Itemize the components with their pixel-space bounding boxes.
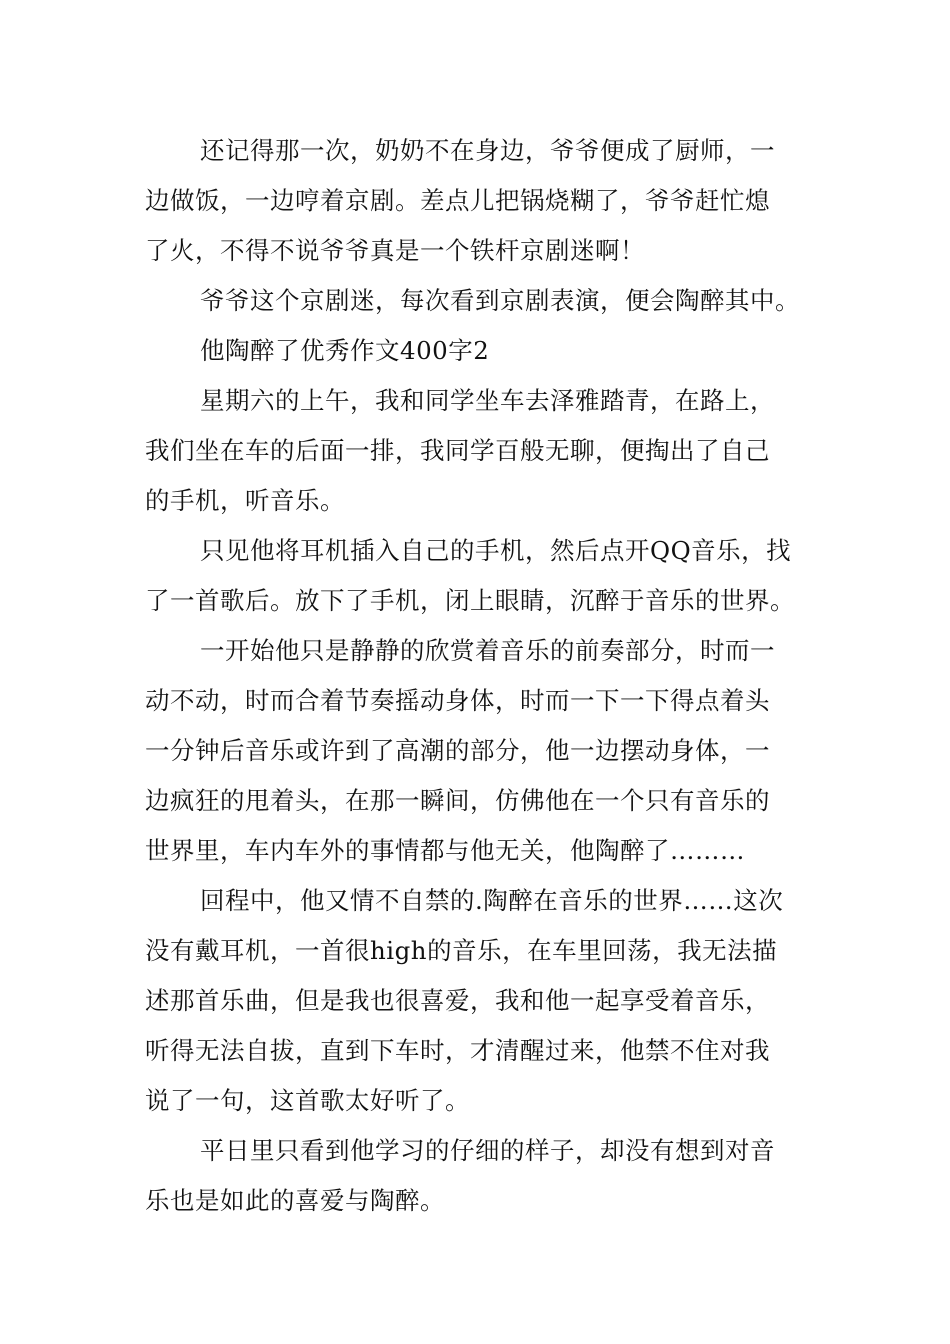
text-line: 的手机，听音乐。 xyxy=(145,486,345,515)
text-line: 边做饭，一边哼着京剧。差点儿把锅烧糊了，爷爷赶忙熄 xyxy=(145,186,770,215)
text-line: 只见他将耳机插入自己的手机，然后点开QQ音乐，找 xyxy=(200,536,792,565)
text-line: 爷爷这个京剧迷，每次看到京剧表演，便会陶醉其中。 xyxy=(200,286,800,315)
text-line: 动不动，时而合着节奏摇动身体，时而一下一下得点着头 xyxy=(145,686,770,715)
paragraph-6 xyxy=(145,876,810,1126)
section-heading xyxy=(145,326,810,376)
heading-text: 他陶醉了优秀作文400字2 xyxy=(200,336,490,365)
paragraph-1 xyxy=(145,126,810,276)
text-line: 我们坐在车的后面一排，我同学百般无聊，便掏出了自己 xyxy=(145,436,770,465)
text-line: 一分钟后音乐或许到了高潮的部分，他一边摆动身体，一 xyxy=(145,736,770,765)
paragraph-2 xyxy=(145,276,810,326)
text-line: 一开始他只是静静的欣赏着音乐的前奏部分，时而一 xyxy=(200,636,775,665)
text-line: 世界里，车内车外的事情都与他无关，他陶醉了……… xyxy=(145,836,745,865)
document-page xyxy=(145,126,810,1226)
paragraph-7 xyxy=(145,1126,810,1226)
text-line: 平日里只看到他学习的仔细的样子，却没有想到对音 xyxy=(200,1136,775,1165)
text-line: 回程中，他又情不自禁的.陶醉在音乐的世界……这次 xyxy=(200,886,784,915)
text-line: 听得无法自拔，直到下车时，才清醒过来，他禁不住对我 xyxy=(145,1036,770,1065)
text-line: 还记得那一次，奶奶不在身边，爷爷便成了厨师，一 xyxy=(200,136,775,165)
text-line: 述那首乐曲，但是我也很喜爱，我和他一起享受着音乐， xyxy=(145,986,770,1015)
text-line: 乐也是如此的喜爱与陶醉。 xyxy=(145,1186,445,1215)
text-line: 了一首歌后。放下了手机，闭上眼睛，沉醉于音乐的世界。 xyxy=(145,586,795,615)
text-line: 没有戴耳机，一首很high的音乐，在车里回荡，我无法描 xyxy=(145,936,778,965)
text-line: 星期六的上午，我和同学坐车去泽雅踏青，在路上， xyxy=(200,386,775,415)
text-line: 边疯狂的甩着头，在那一瞬间，仿佛他在一个只有音乐的 xyxy=(145,786,770,815)
text-line: 了火，不得不说爷爷真是一个铁杆京剧迷啊！ xyxy=(145,236,645,265)
paragraph-5 xyxy=(145,626,810,876)
text-line: 说了一句，这首歌太好听了。 xyxy=(145,1086,470,1115)
paragraph-4 xyxy=(145,526,810,626)
paragraph-3 xyxy=(145,376,810,526)
